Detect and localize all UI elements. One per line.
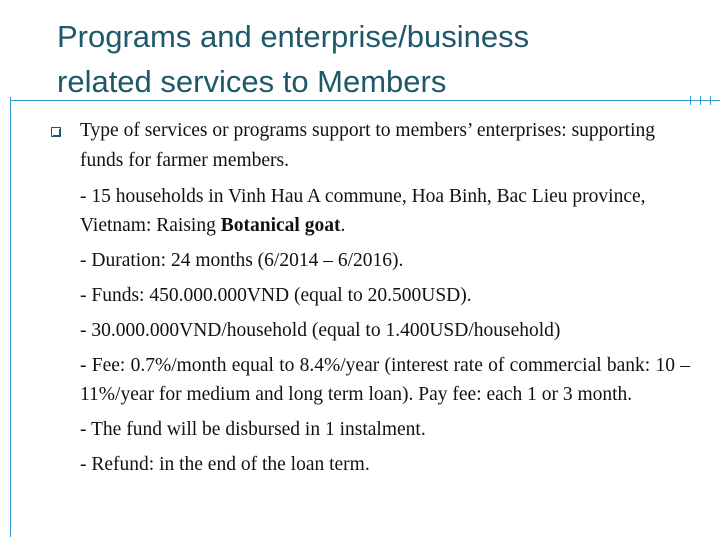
slide-title-line-2: related services to Members	[57, 64, 447, 99]
disbursement-text: - The fund will be disbursed in 1 instalment.	[80, 419, 426, 440]
accent-vertical-rule	[10, 97, 11, 537]
accent-rule-tick	[710, 96, 711, 105]
households-text-prefix: - 15 households in Vinh Hau A commune, Hoa Binh, Bac Lieu province, Vietnam: Raising	[80, 186, 646, 236]
refund-text: - Refund: in the end of the loan term.	[80, 454, 370, 475]
accent-rule-tick	[700, 96, 701, 105]
funds-text: - Funds: 450.000.000VND (equal to 20.500USD).	[80, 285, 472, 306]
fee-text: - Fee: 0.7%/month equal to 8.4%/year (interest rate of commercial bank: 10 – 11%/year for medium and long term loan). Pay fee: each 1 or 3 month.	[80, 355, 690, 405]
goat-breed-bold: Botanical goat	[220, 215, 341, 236]
duration-text: - Duration: 24 months (6/2014 – 6/2016).	[80, 250, 404, 271]
households-text-suffix: .	[340, 215, 346, 236]
slide-body	[80, 116, 690, 485]
slide-title	[57, 14, 677, 104]
square-bullet-icon	[51, 127, 61, 137]
slide-title-line-1: Programs and enterprise/business	[57, 19, 530, 54]
accent-horizontal-rule	[10, 100, 720, 101]
intro-text: Type of services or programs support to members’ enterprises: supporting funds for farmer members.	[80, 120, 656, 171]
accent-rule-tick	[690, 96, 691, 105]
per-household-text: - 30.000.000VND/household (equal to 1.400USD/household)	[80, 320, 561, 341]
households-text	[80, 182, 690, 240]
